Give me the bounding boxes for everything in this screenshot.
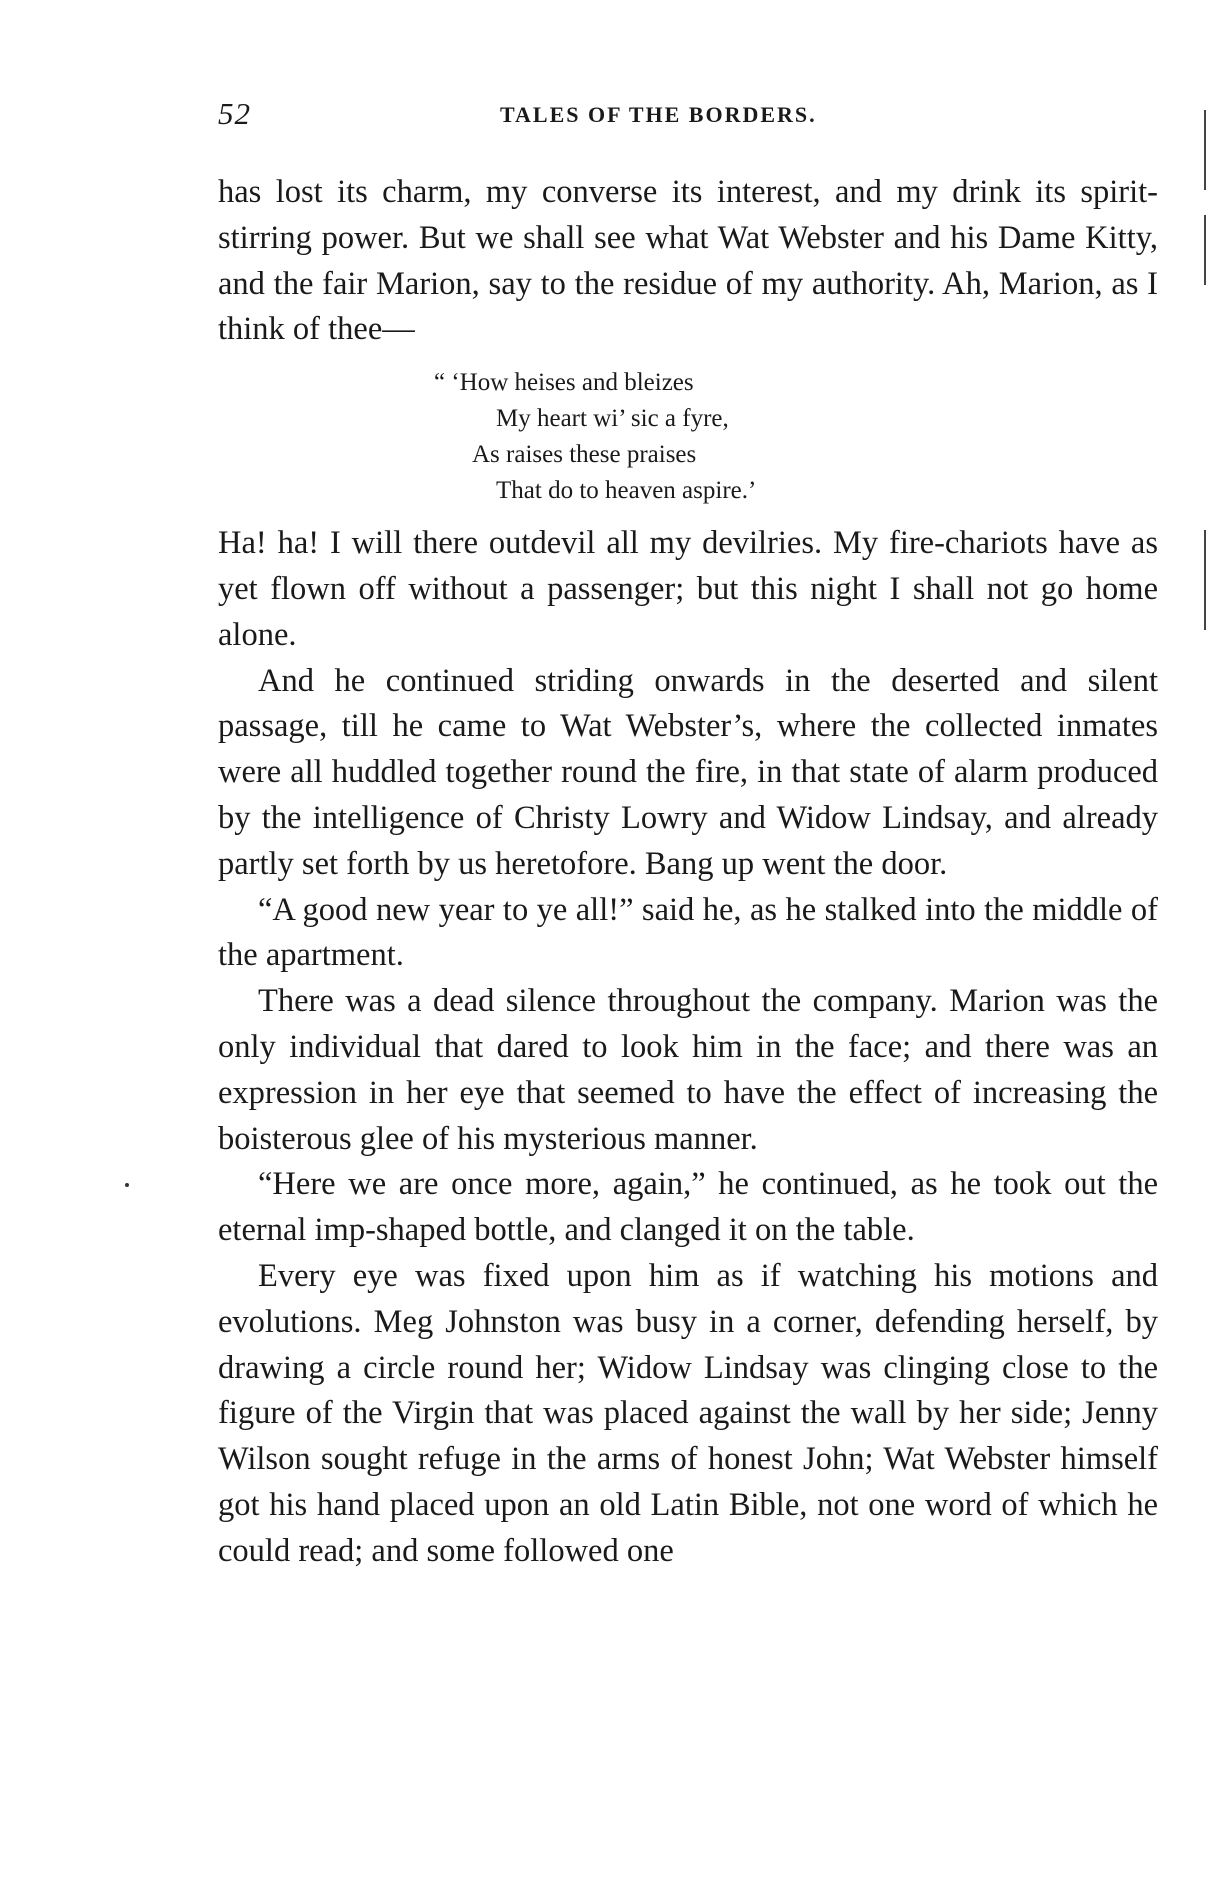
paragraph-continued: has lost its charm, my converse its interest, and my drink its spirit-stirring power. But we shall see what Wat Webster and his Dame Kitty, and the fair Marion, say to the residue of my authority. Ah, Marion, as I think of thee— (218, 174, 1158, 348)
poem-line: “ ‘How heises and bleizes (434, 369, 694, 397)
paragraph: There was a dead silence throughout the company. Marion was the only individual that dared to look him in the face; and there was an expression in her eye that seemed to have the effect of increasing the boisterous glee of his mysterious manner. (218, 983, 1158, 1157)
paragraph: “A good new year to ye all!” said he, as he stalked into the middle of the apartment. (218, 891, 1158, 974)
scan-speck (125, 1183, 129, 1187)
scan-edge-mark (1204, 215, 1206, 285)
body-text (218, 170, 1158, 1575)
paragraph: “Here we are once more, again,” he continued, as he took out the eternal imp-shaped bottle, and clanged it on the table. (218, 1166, 1158, 1249)
scan-edge-mark (1204, 110, 1206, 190)
page-number: 52 (218, 96, 251, 131)
running-head: TALES OF THE BORDERS. (500, 102, 817, 127)
paragraph: Every eye was fixed upon him as if watching his motions and evolutions. Meg Johnston was busy in a corner, defending herself, by drawing a circle round her; Widow Lindsay was clinging close to the figure of the Virgin that was placed against the wall by her side; Jenny Wilson sought refuge in the arms of honest John; Wat Webster himself got his hand placed upon an old Latin Bible, not one word of which he could read; and some followed one (218, 1257, 1158, 1569)
poem-line: My heart wi’ sic a fyre, (496, 405, 729, 433)
page-header (218, 96, 1158, 136)
paragraph: And he continued striding onwards in the deserted and silent passage, till he came to Wat Webster’s, where the collected inmates were all huddled together round the fire, in that state of alarm produced by the intelligence of Christy Lowry and Widow Lindsay, and already partly set forth by us heretofore. Bang up went the door. (218, 662, 1158, 882)
paragraph-after-poem: Ha! ha! I will there outdevil all my devilries. My fire-chariots have as yet flown off without a passenger; but this night I shall not go home alone. (218, 525, 1158, 653)
poem-line: As raises these praises (472, 441, 697, 469)
scan-edge-mark (1204, 530, 1206, 630)
poem-quote (218, 365, 1158, 509)
poem-line: That do to heaven aspire.’ (496, 477, 757, 505)
